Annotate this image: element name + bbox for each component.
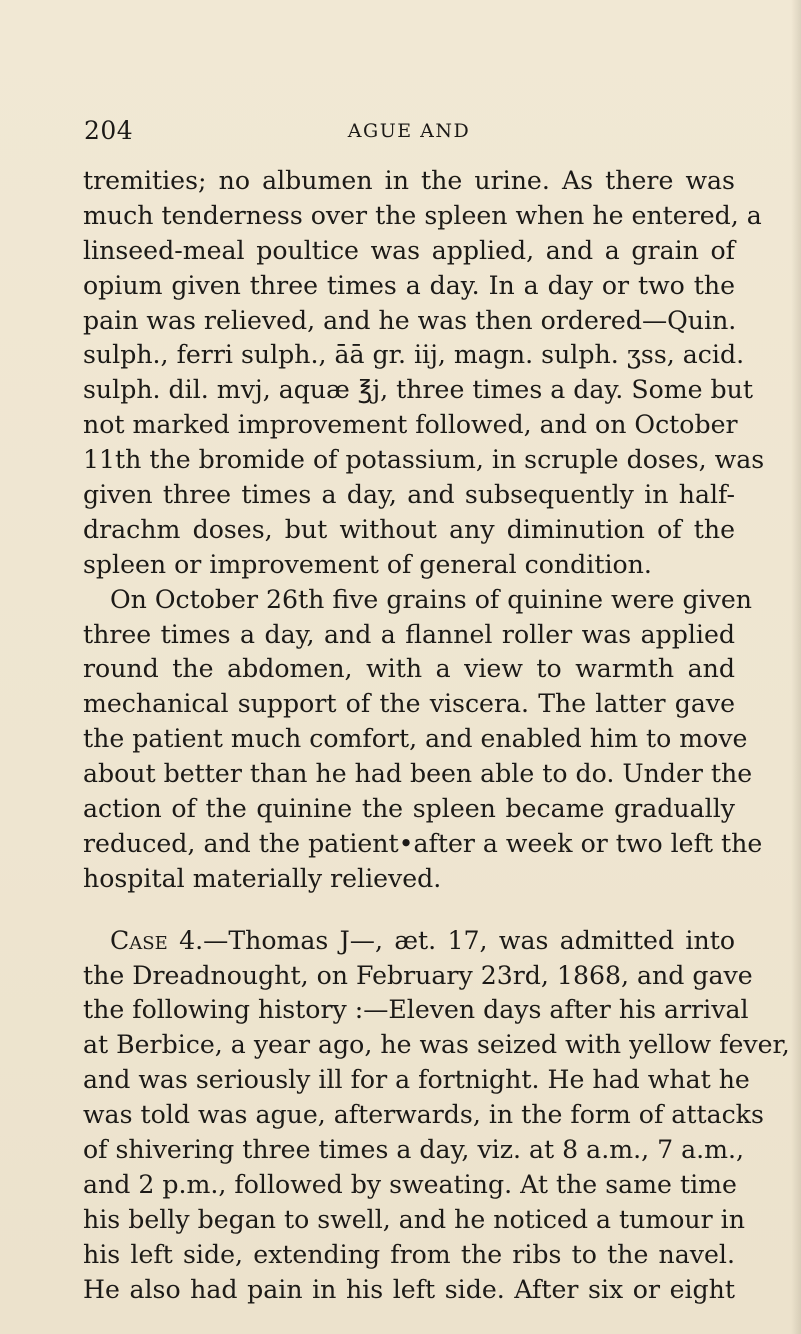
text-line: and 2 p.m., followed by sweating. At the same time (83, 1169, 737, 1199)
text-line: the patient much comfort, and enabled him to move (83, 724, 748, 754)
text-line: his left side, extending from the ribs to the navel. (83, 1239, 735, 1269)
text-line: not marked improvement followed, and on October (83, 410, 738, 440)
page-edge-shadow (791, 0, 801, 1334)
text-line: much tenderness over the spleen when he entered, a (83, 200, 762, 230)
text-line: drachm doses, but without any diminution of the (83, 514, 735, 544)
text-line: and was seriously ill for a fortnight. He had what he (83, 1065, 750, 1095)
text-line: He also had pain in his left side. After six or eight (83, 1274, 735, 1304)
text-line: opium given three times a day. In a day or two the (83, 270, 735, 300)
text-line: reduced, and the patient•after a week or two left the (83, 828, 763, 858)
case-line-rest: 4.—Thomas J—, æt. 17, was admitted into (167, 925, 735, 955)
paragraph-1 (83, 164, 765, 583)
text-line: pain was relieved, and he was then ordered—Quin. (83, 305, 737, 335)
text-line: mechanical support of the viscera. The latter gave (83, 689, 735, 719)
text-line: tremities; no albumen in the urine. As there was (83, 166, 735, 195)
paragraph-3 (83, 924, 790, 1308)
running-title: AGUE AND (347, 120, 471, 142)
text-line: was told was ague, afterwards, in the form of attacks (83, 1100, 764, 1130)
text-line: given three times a day, and subsequently in half- (83, 480, 735, 510)
text-line: linseed-meal poultice was applied, and a grain of (83, 235, 735, 265)
text-line: about better than he had been able to do. Under the (83, 759, 753, 789)
text-line: the Dreadnought, on February 23rd, 1868, and gave (83, 960, 753, 990)
text-line: his belly began to swell, and he noticed a tumour in (83, 1204, 745, 1234)
case-label: Case (110, 925, 168, 955)
page-number: 204 (84, 116, 134, 145)
running-head (84, 116, 734, 146)
text-line: spleen or improvement of general condition. (83, 549, 652, 579)
text-line: hospital materially relieved. (83, 863, 442, 893)
paragraph-2 (83, 583, 763, 897)
text-line: sulph. dil. mvj, aquæ ℥j, three times a day. Some but (83, 375, 754, 405)
text-line: of shivering three times a day, viz. at 8 a.m., 7 a.m., (83, 1135, 745, 1165)
text-line: sulph., ferri sulph., āā gr. iij, magn. sulph. ʒss, acid. (83, 340, 745, 370)
text-line: action of the quinine the spleen became gradually (83, 794, 735, 824)
text-line: the following history :—Eleven days after his arrival (83, 995, 749, 1025)
body-text (83, 164, 790, 1308)
text-line-case-heading (83, 924, 735, 959)
text-line: On October 26th five grains of quinine were given (110, 584, 752, 614)
paragraph-gap (83, 897, 735, 924)
text-line: three times a day, and a flannel roller was applied (83, 619, 735, 649)
text-line: at Berbice, a year ago, he was seized with yellow fever, (83, 1030, 790, 1060)
text-line: round the abdomen, with a view to warmth and (83, 654, 735, 684)
text-line: 11th the bromide of potassium, in scruple doses, was (83, 445, 765, 475)
